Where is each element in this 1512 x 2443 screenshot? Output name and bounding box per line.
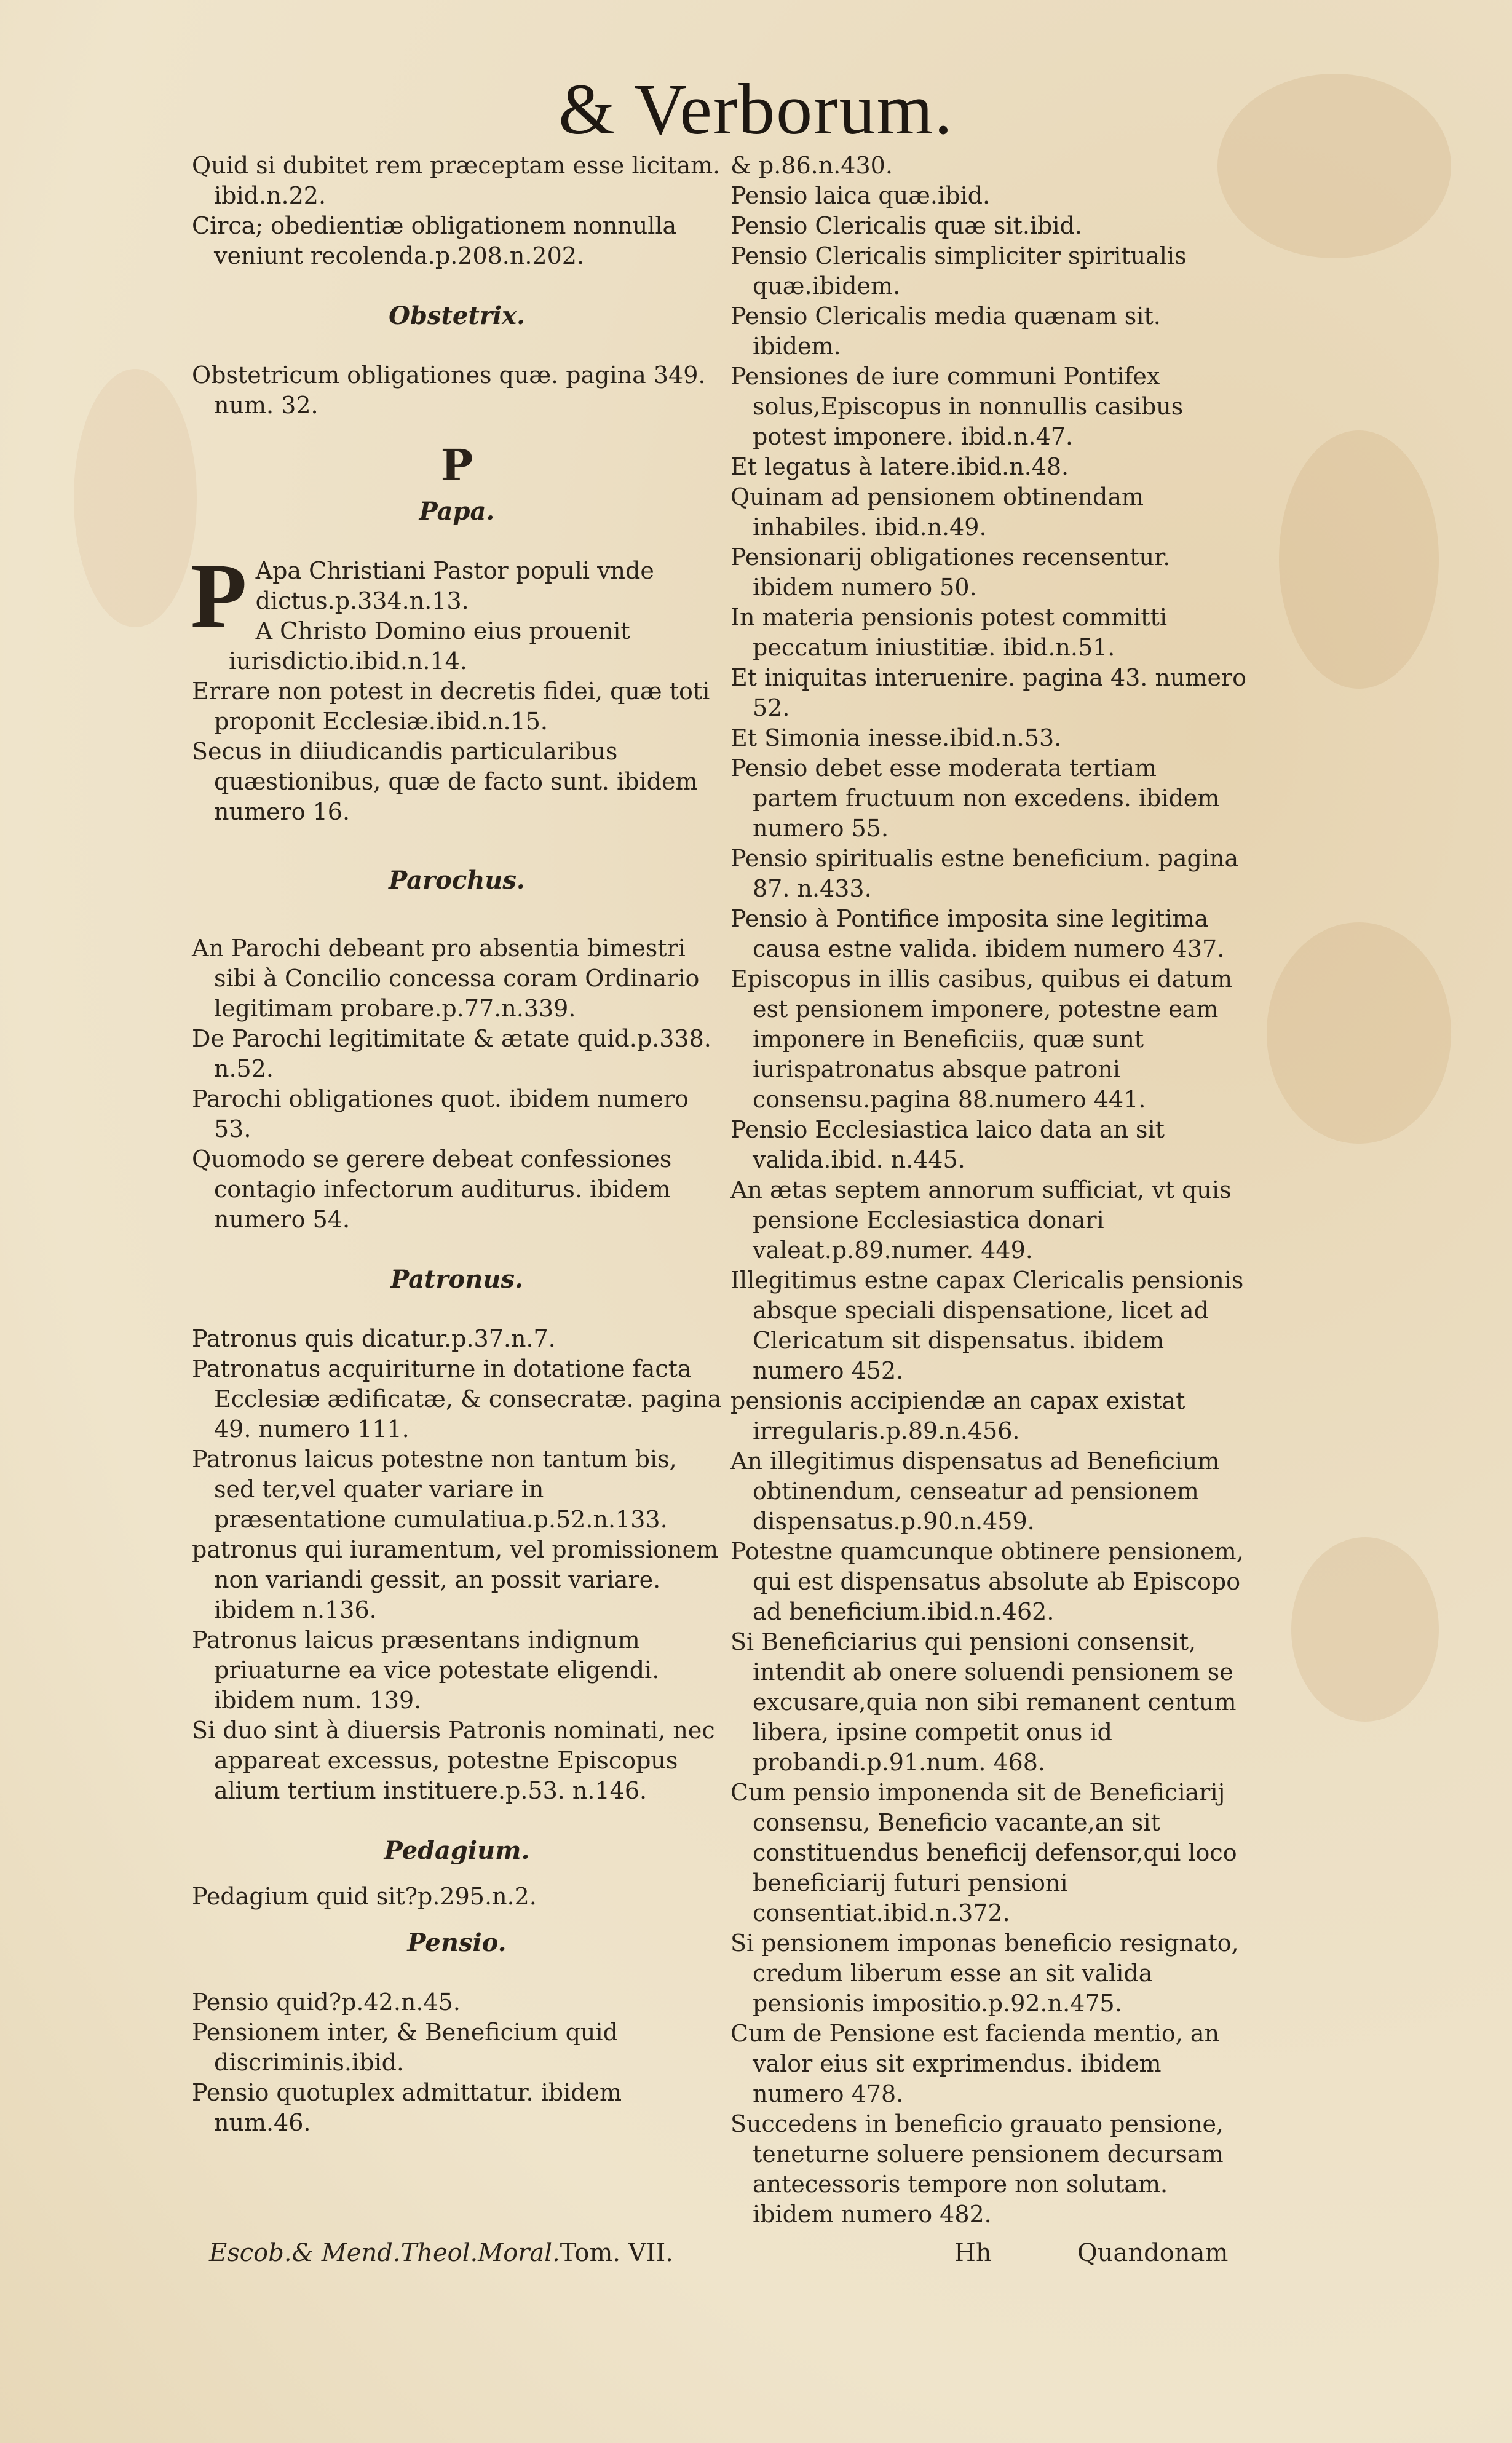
index-entry: pensionis accipiendæ an capax existat irregularis.p.89.n.456. bbox=[730, 1387, 1185, 1444]
section-heading: Patronus. bbox=[390, 1265, 523, 1294]
section-heading: Parochus. bbox=[389, 866, 525, 895]
index-entry: Pensio Clericalis simpliciter spiritualis quæ.ibidem. bbox=[730, 242, 1187, 299]
right-column bbox=[730, 151, 1248, 2230]
book-title: Escob.& Mend.Theol.Moral. bbox=[209, 2239, 560, 2267]
section-heading: Papa. bbox=[419, 497, 495, 526]
running-title: & Verborum. bbox=[558, 69, 954, 149]
foxing-stain bbox=[1279, 430, 1439, 689]
index-entry: Pensio quid?p.42.n.45. bbox=[192, 1989, 461, 2016]
index-entry: Cum pensio imponenda sit de Beneficiarij consensu, Beneficio vacante,an sit constituendus beneficij defensor,qui loco beneficiarij futuri pensioni consentiat.ibid.n.372. bbox=[730, 1779, 1237, 1926]
index-entry: An illegitimus dispensatus ad Beneficium obtinendum, censeatur ad pensionem dispensatus.p.90.n.459. bbox=[730, 1447, 1220, 1535]
index-entry: An Parochi debeant pro absentia bimestri sibi à Concilio concessa coram Ordinario legitimam probare.p.77.n.339. bbox=[192, 935, 700, 1022]
letter-heading: P bbox=[440, 440, 473, 491]
index-entry: Quomodo se gerere debeat confessiones contagio infectorum auditurus. ibidem numero 54. bbox=[192, 1146, 672, 1233]
index-entry: A Christo Domino eius prouenit iurisdictio.ibid.n.14. bbox=[229, 617, 630, 675]
index-entry: Pensio à Pontifice imposita sine legitima causa estne valida. ibidem numero 437. bbox=[730, 905, 1225, 962]
index-entry: Cum de Pensione est facienda mentio, an valor eius sit exprimendus. ibidem numero 478. bbox=[730, 2020, 1220, 2107]
index-entry: Patronus quis dicatur.p.37.n.7. bbox=[192, 1325, 556, 1352]
index-entry: Pensio debet esse moderata tertiam partem fructuum non excedens. ibidem numero 55. bbox=[730, 754, 1220, 842]
index-entry: Quinam ad pensionem obtinendam inhabiles. ibid.n.49. bbox=[730, 483, 1144, 540]
drop-cap: P bbox=[191, 545, 247, 647]
index-entry: Patronus laicus præsentans indignum priuaturne ea vice potestate eligendi. ibidem num. 139. bbox=[192, 1626, 660, 1714]
index-entry: patronus qui iuramentum, vel promissionem non variandi gessit, an possit variare. ibidem n.136. bbox=[192, 1536, 719, 1623]
index-entry: Pensio Ecclesiastica laico data an sit valida.ibid. n.445. bbox=[730, 1116, 1165, 1173]
index-entry: Illegitimus estne capax Clericalis pensionis absque speciali dispensatione, licet ad Clericatum sit dispensatus. ibidem numero 452. bbox=[730, 1267, 1244, 1384]
index-entry: Circa; obedientiæ obligationem nonnulla veniunt recolenda.p.208.n.202. bbox=[192, 212, 677, 269]
left-column bbox=[192, 151, 722, 2138]
index-entry: Succedens in beneficio grauato pensione, teneturne soluere pensionem decursam antecessoris tempore non solutam. ibidem numero 482. bbox=[730, 2110, 1224, 2228]
index-entry: Pensionem inter, & Beneficium quid discriminis.ibid. bbox=[192, 2019, 618, 2076]
section-heading: Pedagium. bbox=[384, 1836, 530, 1865]
foxing-stain bbox=[1267, 922, 1451, 1144]
index-entry: Si duo sint à diuersis Patronis nominati, nec appareat excessus, potestne Episcopus alium tertium instituere.p.53. n.146. bbox=[192, 1717, 715, 1804]
index-entry: Et iniquitas interuenire. pagina 43. numero 52. bbox=[730, 664, 1246, 721]
index-entry: Pensio laica quæ.ibid. bbox=[730, 182, 991, 209]
index-entry: Et legatus à latere.ibid.n.48. bbox=[730, 453, 1069, 480]
index-entry: Pensio Clericalis media quænam sit. ibidem. bbox=[730, 303, 1161, 360]
book-reference bbox=[209, 2238, 673, 2268]
catchword: Quandonam bbox=[1077, 2239, 1229, 2267]
index-entry-text: Apa Christiani Pastor populi vnde dictus.p.334.n.13. bbox=[255, 557, 654, 614]
index-entry: Et Simonia inesse.ibid.n.53. bbox=[730, 724, 1062, 751]
index-entry: In materia pensionis potest committi peccatum iniustitiæ. ibid.n.51. bbox=[730, 604, 1167, 661]
index-entry: Pedagium quid sit?p.295.n.2. bbox=[192, 1883, 537, 1910]
index-entry: Pensio Clericalis quæ sit.ibid. bbox=[730, 212, 1082, 239]
volume-number: Tom. VII. bbox=[560, 2239, 673, 2267]
index-entry: Patronus laicus potestne non tantum bis, sed ter,vel quater variare in præsentatione cumulatiua.p.52.n.133. bbox=[192, 1446, 677, 1533]
index-entry: Pensio spiritualis estne beneficium. pagina 87. n.433. bbox=[730, 845, 1239, 902]
index-entry: Episcopus in illis casibus, quibus ei datum est pensionem imponere, potestne eam imponere in Beneficiis, quæ sunt iurispatronatus absque patroni consensu.pagina 88.numero 441. bbox=[730, 965, 1233, 1113]
index-entry: Potestne quamcunque obtinere pensionem, qui est dispensatus absolute ab Episcopo ad beneficium.ibid.n.462. bbox=[730, 1538, 1244, 1625]
index-entry: Pensiones de iure communi Pontifex solus,Episcopus in nonnullis casibus potest imponere. ibid.n.47. bbox=[730, 363, 1184, 450]
section-heading: Pensio. bbox=[407, 1928, 507, 1957]
index-entry: Parochi obligationes quot. ibidem numero 53. bbox=[192, 1085, 689, 1142]
index-entry: Quid si dubitet rem præceptam esse licitam. ibid.n.22. bbox=[192, 152, 721, 209]
section-heading: Obstetrix. bbox=[389, 301, 525, 330]
index-entry: Si Beneficiarius qui pensioni consensit, intendit ab onere soluendi pensionem se excusare,quia non sibi remanent centum libera, ipsine competit onus id probandi.p.91.num. 468. bbox=[730, 1628, 1237, 1776]
index-entry: Errare non potest in decretis fidei, quæ toti proponit Ecclesiæ.ibid.n.15. bbox=[192, 678, 710, 735]
index-entry: Si pensionem imponas beneficio resignato, credum liberum esse an sit valida pensionis impositio.p.92.n.475. bbox=[730, 1930, 1239, 2017]
index-entry: Obstetricum obligationes quæ. pagina 349. num. 32. bbox=[192, 362, 706, 419]
index-entry: De Parochi legitimitate & ætate quid.p.338. n.52. bbox=[192, 1025, 711, 1082]
foxing-stain bbox=[74, 369, 197, 627]
index-entry: Pensionarij obligationes recensentur. ibidem numero 50. bbox=[730, 544, 1171, 601]
index-entry: Secus in diiudicandis particularibus quæstionibus, quæ de facto sunt. ibidem numero 16. bbox=[192, 738, 698, 825]
index-entry: An ætas septem annorum sufficiat, vt quis pensione Ecclesiastica donari valeat.p.89.numer. 449. bbox=[730, 1176, 1232, 1264]
index-entry: Pensio quotuplex admittatur. ibidem num.46. bbox=[192, 2079, 622, 2136]
foxing-stain bbox=[1291, 1537, 1439, 1722]
index-entry: Patronatus acquiriturne in dotatione facta Ecclesiæ ædificatæ, & consecratæ. pagina 49. numero 111. bbox=[192, 1355, 722, 1443]
index-entry: & p.86.n.430. bbox=[730, 152, 893, 179]
signature-mark: Hh bbox=[954, 2239, 992, 2267]
